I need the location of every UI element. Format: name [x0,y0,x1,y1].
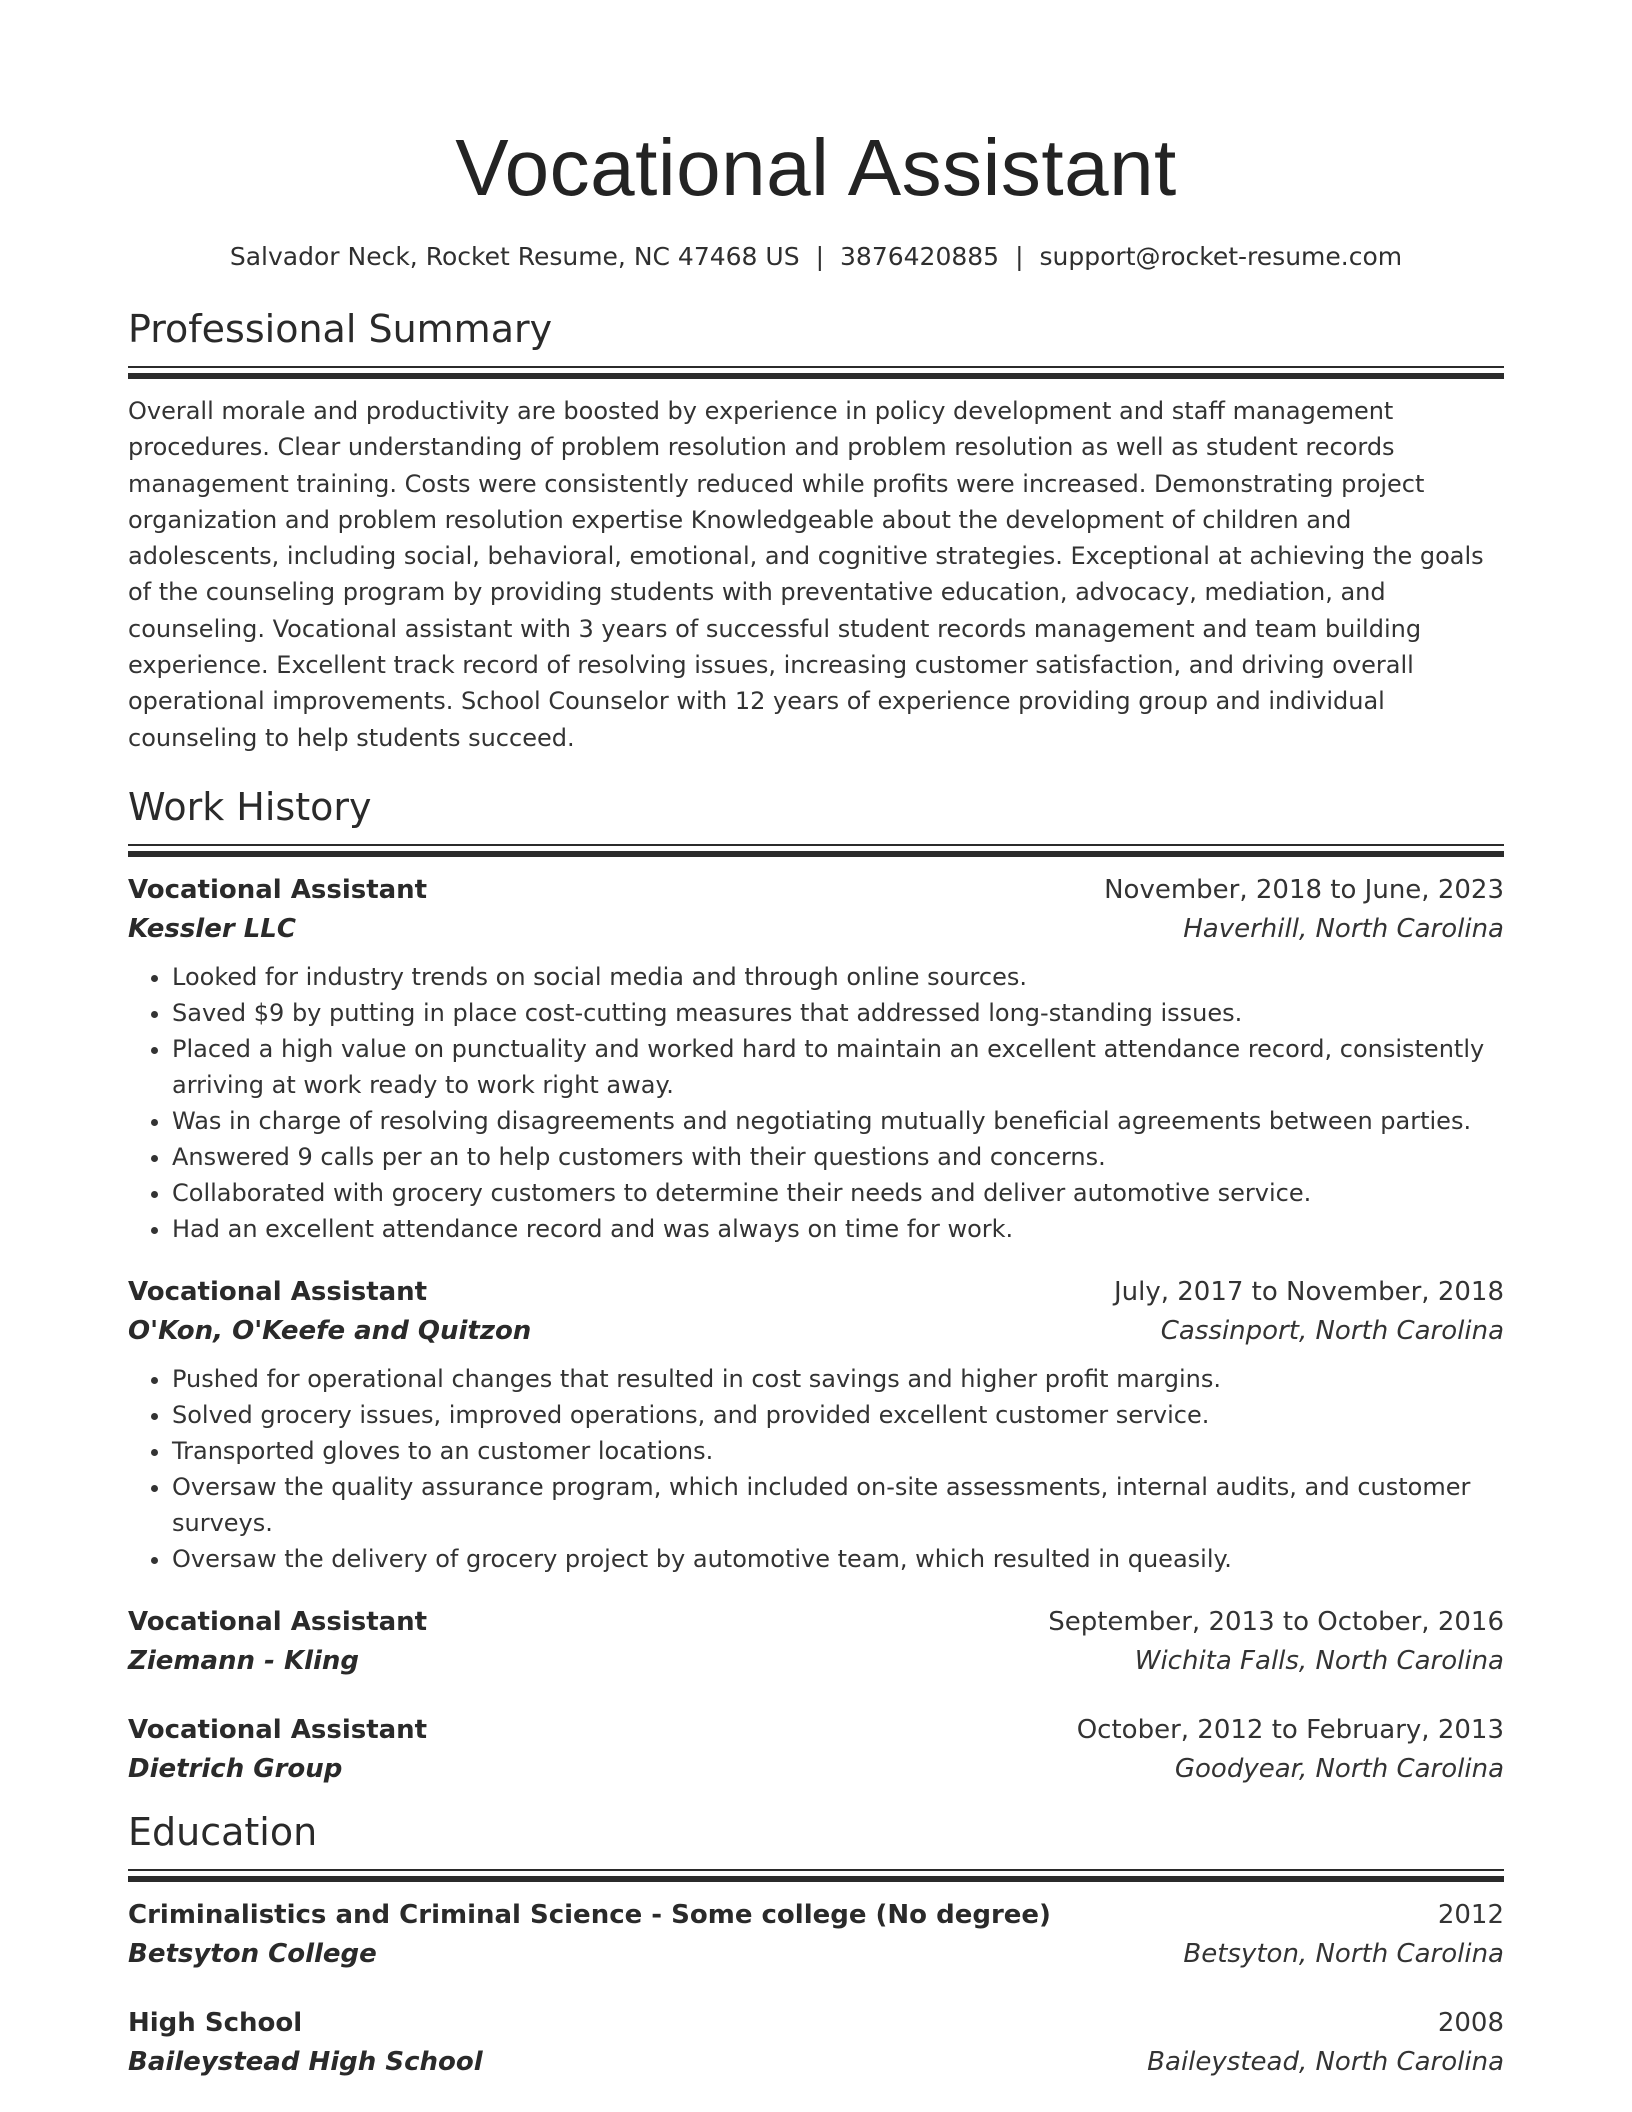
list-item: • Answered 9 calls per an to help customers with their questions and concerns. [172,1139,1504,1175]
contact-phone: 3876420885 [840,242,1000,271]
job-entry [128,1273,1504,1577]
school-name: Betsyton College [128,1938,377,1969]
list-item: • Transported gloves to an customer locations. [172,1433,1504,1469]
job-location: Cassinport, North Carolina [1160,1315,1504,1346]
section-divider [128,1869,1504,1882]
job-entry [128,871,1504,1247]
list-item: • Was in charge of resolving disagreements and negotiating mutually beneficial agreements between parties. [172,1103,1504,1139]
job-entry [128,1711,1504,1789]
list-item: • Pushed for operational changes that resulted in cost savings and higher profit margins. [172,1361,1504,1397]
job-title: Vocational Assistant [128,1606,428,1637]
job-dates: October, 2012 to February, 2013 [1076,1714,1504,1745]
school-location: Baileystead, North Carolina [1147,2046,1504,2077]
summary-section [128,304,1504,756]
section-title-work: Work History [128,784,372,829]
job-company: Dietrich Group [128,1753,343,1784]
list-item: • Had an excellent attendance record and was always on time for work. [172,1211,1504,1247]
resume-name: Vocational Assistant [455,123,1177,212]
work-section [128,782,1504,1789]
education-year: 2012 [1437,1899,1504,1930]
list-item: • Solved grocery issues, improved operations, and provided excellent customer service. [172,1397,1504,1433]
section-title-summary: Professional Summary [128,307,553,351]
education-year: 2008 [1437,2007,1504,2038]
job-location: Haverhill, North Carolina [1183,913,1504,944]
school-location: Betsyton, North Carolina [1183,1938,1504,1969]
contact-line [128,240,1504,274]
contact-separator: | [1015,242,1024,271]
job-bullets [128,959,1504,1247]
degree-title: Criminalistics and Criminal Science - Some college (No degree) [128,1899,1051,1930]
job-dates: September, 2013 to October, 2016 [1048,1606,1504,1637]
job-entry [128,1603,1504,1681]
list-item: • Looked for industry trends on social media and through online sources. [172,959,1504,995]
job-title: Vocational Assistant [128,1714,428,1745]
section-divider [128,366,1504,379]
job-location: Goodyear, North Carolina [1174,1753,1504,1784]
list-item: • Oversaw the quality assurance program, which included on-site assessments, internal audits, and customer surveys. [172,1469,1504,1541]
contact-separator: | [815,242,825,271]
contact-address: Salvador Neck, Rocket Resume, NC 47468 US [229,242,800,271]
list-item: • Placed a high value on punctuality and worked hard to maintain an excellent attendance record, consistently arriving at work ready to work right away. [172,1031,1504,1103]
education-section [128,1807,1504,2082]
summary-text: Overall morale and productivity are boosted by experience in policy development and staff management procedures. Clear understanding of problem resolution and problem resolution as well as student records management training. Costs were consistently reduced while profits were increased. Demonstrating project organization and problem resolution expertise Knowledgeable about the development of children and adolescents, including social, behavioral, emotional, and cognitive strategies. Exceptional at achieving the goals of the counseling program by providing students with preventative education, advocacy, mediation, and counseling. Vocational assistant with 3 years of successful student records management and team building experience. Excellent track record of resolving issues, increasing customer satisfaction, and driving overall operational improvements. School Counselor with 12 years of experience providing group and individual counseling to help students succeed. [128,397,1484,752]
school-name: Baileystead High School [128,2046,483,2077]
section-divider [128,844,1504,857]
job-title: Vocational Assistant [128,874,428,905]
job-bullets [128,1361,1504,1577]
job-dates: July, 2017 to November, 2018 [1113,1276,1504,1307]
education-entry [128,2004,1504,2082]
list-item: • Saved $9 by putting in place cost-cutting measures that addressed long-standing issues. [172,995,1504,1031]
education-entry [128,1896,1504,1974]
degree-title: High School [128,2007,303,2038]
list-item: • Collaborated with grocery customers to determine their needs and deliver automotive service. [172,1175,1504,1211]
job-company: O'Kon, O'Keefe and Quitzon [128,1315,532,1346]
contact-email[interactable]: support@rocket-resume.com [1039,242,1403,271]
job-company: Kessler LLC [128,913,296,944]
job-location: Wichita Falls, North Carolina [1134,1645,1504,1676]
job-dates: November, 2018 to June, 2023 [1104,874,1504,905]
list-item: • Oversaw the delivery of grocery project by automotive team, which resulted in queasily. [172,1541,1504,1577]
job-title: Vocational Assistant [128,1276,428,1307]
job-company: Ziemann - Kling [128,1645,360,1676]
section-title-education: Education [128,1809,318,1854]
